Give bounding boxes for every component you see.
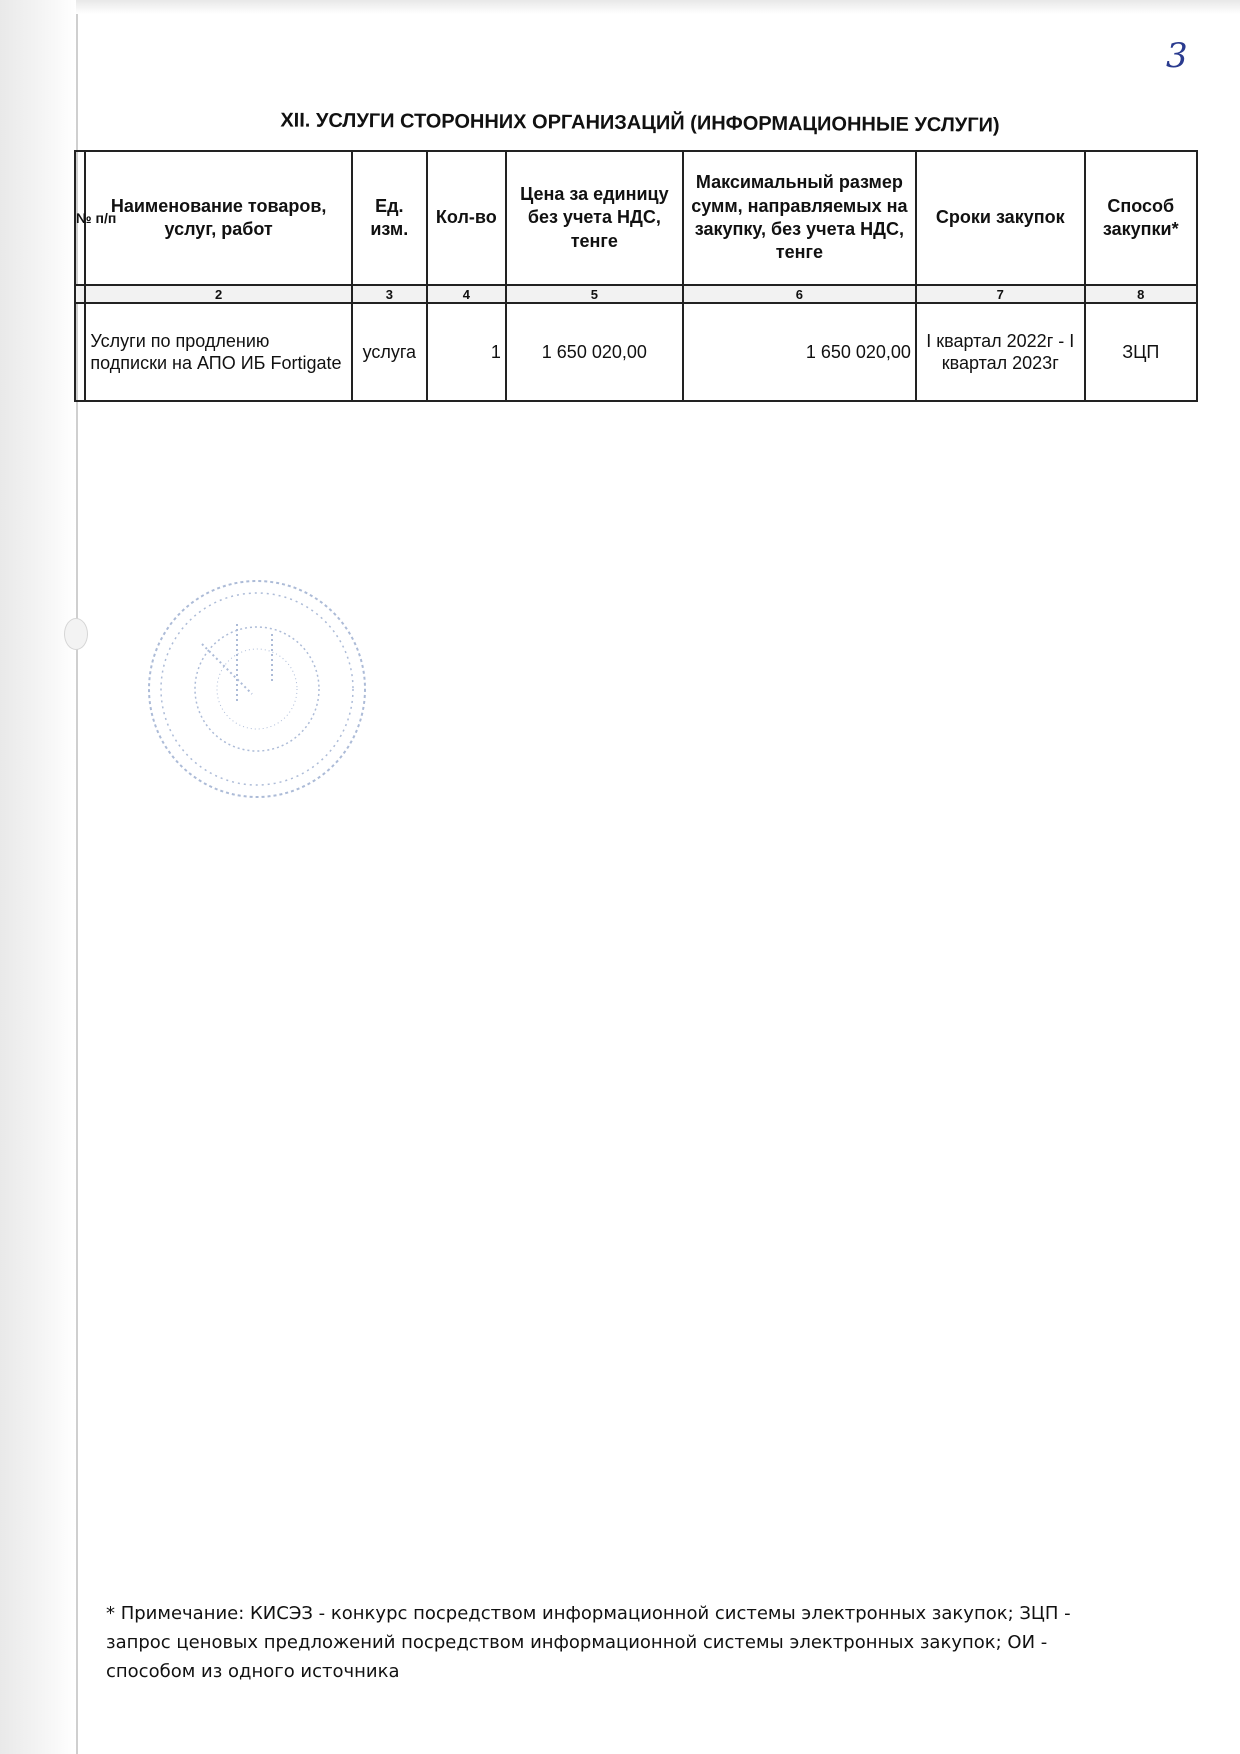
cell-max-sum: 1 650 020,00 [683, 303, 916, 401]
header-name: Наименование товаров, услуг, работ [85, 151, 351, 285]
cell-unit: услуга [352, 303, 427, 401]
header-qty: Кол-во [427, 151, 506, 285]
procurement-table [74, 150, 1198, 402]
column-number: 4 [427, 285, 506, 303]
header-period: Сроки закупок [916, 151, 1085, 285]
header-method: Способ закупки* [1085, 151, 1197, 285]
footnote: * Примечание: КИСЭЗ - конкурс посредством информационной системы электронных закупок; ЗЦП - запрос ценовых предложений посредством информационной системы электронных закупок; ОИ - способом из одного источника [106, 1603, 1071, 1682]
punch-hole [64, 618, 88, 650]
table-row [75, 303, 1197, 401]
scan-left-shadow [0, 0, 76, 1754]
column-number: 6 [683, 285, 916, 303]
header-price: Цена за единицу без учета НДС, тенге [506, 151, 683, 285]
header-max-sum: Максимальный размер сумм, направляемых на закупку, без учета НДС, тенге [683, 151, 916, 285]
round-seal-stamp [142, 574, 372, 804]
header-num: № п/п [75, 151, 85, 285]
table-header-row [75, 151, 1197, 285]
column-number-row [75, 285, 1197, 303]
scan-top-shadow [76, 0, 1240, 14]
column-number: 7 [916, 285, 1085, 303]
section-title: XII. УСЛУГИ СТОРОННИХ ОРГАНИЗАЦИЙ (ИНФОРМАЦИОННЫЕ УСЛУГИ) [280, 109, 1000, 137]
page-number: 3 [1166, 36, 1188, 76]
cell-method: ЗЦП [1085, 303, 1197, 401]
cell-period: I квартал 2022г - I квартал 2023г [916, 303, 1085, 401]
cell-qty: 1 [427, 303, 506, 401]
column-number: 2 [85, 285, 351, 303]
cell-num [75, 303, 85, 401]
column-number: 3 [352, 285, 427, 303]
cell-name: Услуги по продлению подписки на АПО ИБ Fortigate [85, 303, 351, 401]
column-number: 5 [506, 285, 683, 303]
column-number: 8 [1085, 285, 1197, 303]
cell-price: 1 650 020,00 [506, 303, 683, 401]
column-number [75, 285, 85, 303]
header-unit: Ед. изм. [352, 151, 427, 285]
